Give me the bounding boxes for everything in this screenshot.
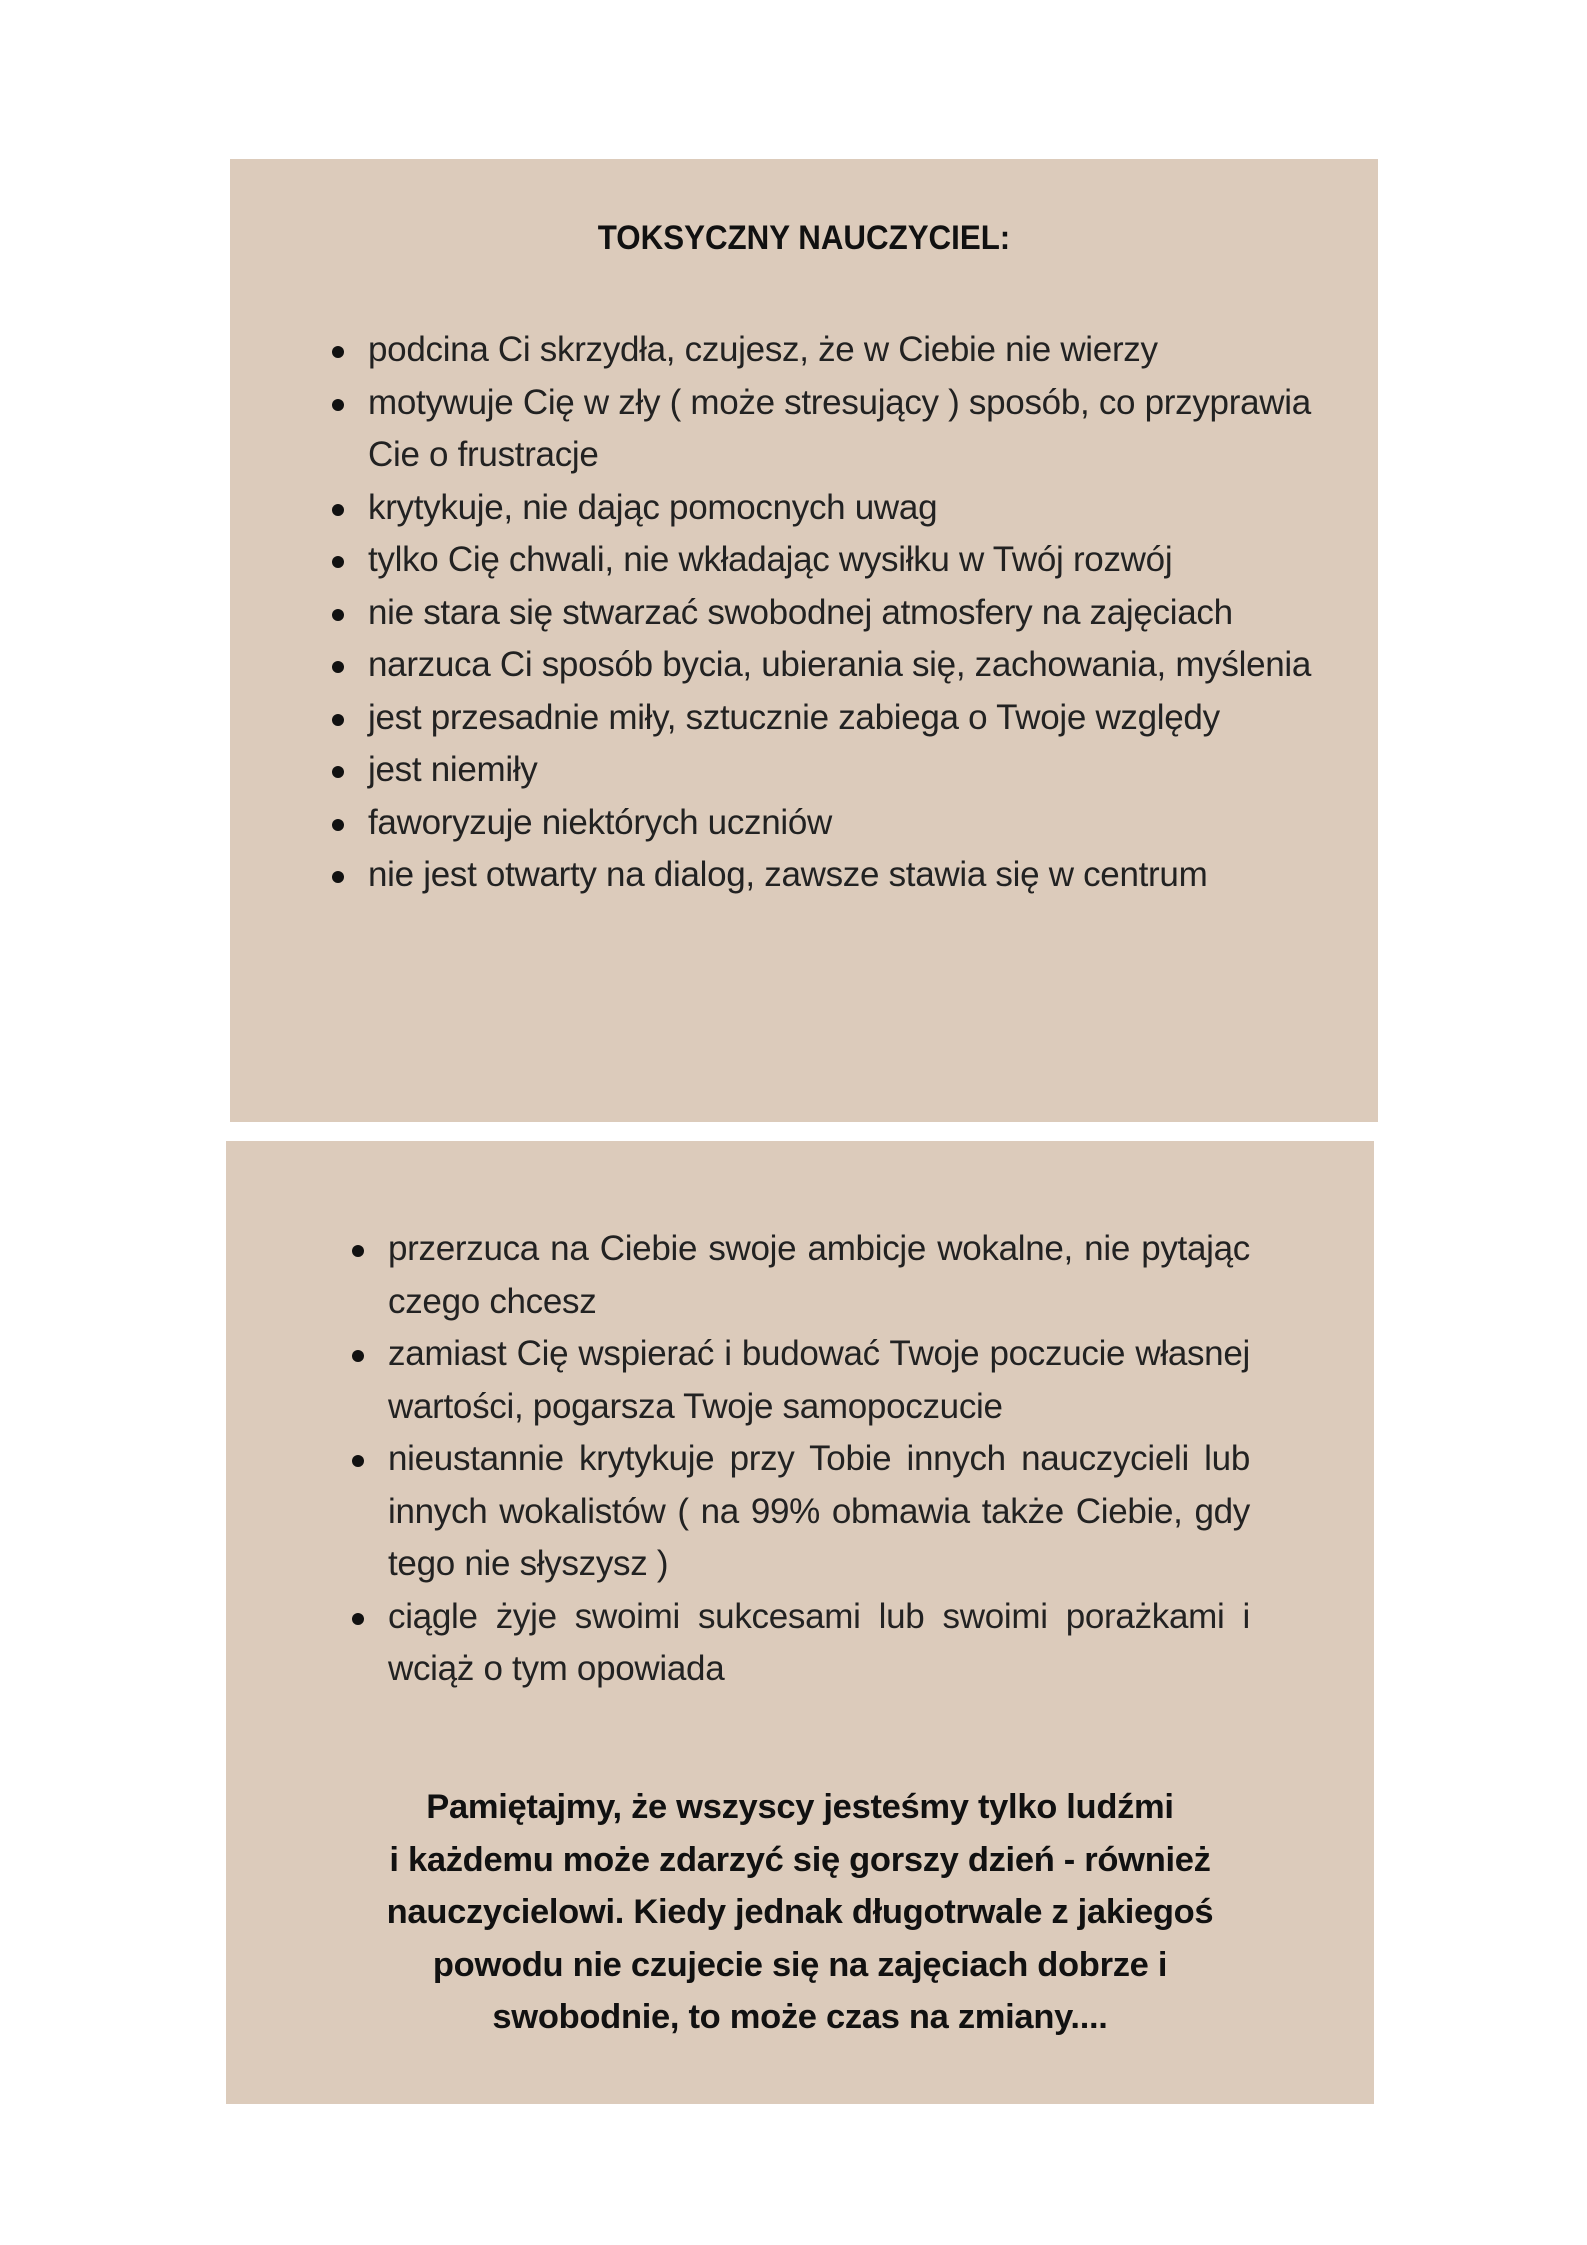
closing-line: i każdemu może zdarzyć się gorszy dzień - również: [389, 1840, 1211, 1879]
closing-line: Pamiętajmy, że wszyscy jesteśmy tylko ludźmi: [426, 1788, 1174, 1826]
list-item: zamiast Cię wspierać i budować Twoje poczucie własnej wartości, pogarsza Twoje samopoczucie: [350, 1328, 1250, 1433]
list-item: motywuje Cię w zły ( może stresujący ) sposób, co przyprawia Cie o frustracje: [330, 377, 1330, 482]
closing-line: swobodnie, to może czas na zmiany....: [492, 1998, 1108, 2036]
toxic-teacher-card-continued: [226, 1141, 1374, 2104]
closing-line: powodu nie czujecie się na zajęciach dobrze i: [432, 1945, 1168, 1984]
list-item: ciągle żyje swoimi sukcesami lub swoimi porażkami i wciąż o tym opowiada: [350, 1591, 1250, 1696]
traits-list-continued: [350, 1223, 1250, 1696]
list-item: tylko Cię chwali, nie wkładając wysiłku w Twój rozwój: [330, 534, 1330, 587]
list-item: krytykuje, nie dając pomocnych uwag: [330, 482, 1330, 535]
traits-list: [330, 324, 1330, 902]
card-title: TOKSYCZNY NAUCZYCIEL:: [597, 219, 1011, 257]
closing-line: nauczycielowi. Kiedy jednak długotrwale z jakiegoś: [386, 1893, 1214, 1931]
list-item: przerzuca na Ciebie swoje ambicje wokalne, nie pytając czego chcesz: [350, 1223, 1250, 1328]
list-item: nie stara się stwarzać swobodnej atmosfery na zajęciach: [330, 587, 1330, 640]
list-item: nieustannie krytykuje przy Tobie innych nauczycieli lub innych wokalistów ( na 99% obmawia także Ciebie, gdy tego nie słyszysz ): [350, 1433, 1250, 1591]
list-item: nie jest otwarty na dialog, zawsze stawia się w centrum: [330, 849, 1330, 902]
list-item: jest przesadnie miły, sztucznie zabiega o Twoje względy: [330, 692, 1330, 745]
list-item: faworyzuje niektórych uczniów: [330, 797, 1330, 850]
toxic-teacher-card: [230, 159, 1378, 1122]
list-item: narzuca Ci sposób bycia, ubierania się, zachowania, myślenia: [330, 639, 1330, 692]
list-item: podcina Ci skrzydła, czujesz, że w Ciebie nie wierzy: [330, 324, 1330, 377]
closing-message: [286, 1781, 1314, 2044]
list-item: jest niemiły: [330, 744, 1330, 797]
